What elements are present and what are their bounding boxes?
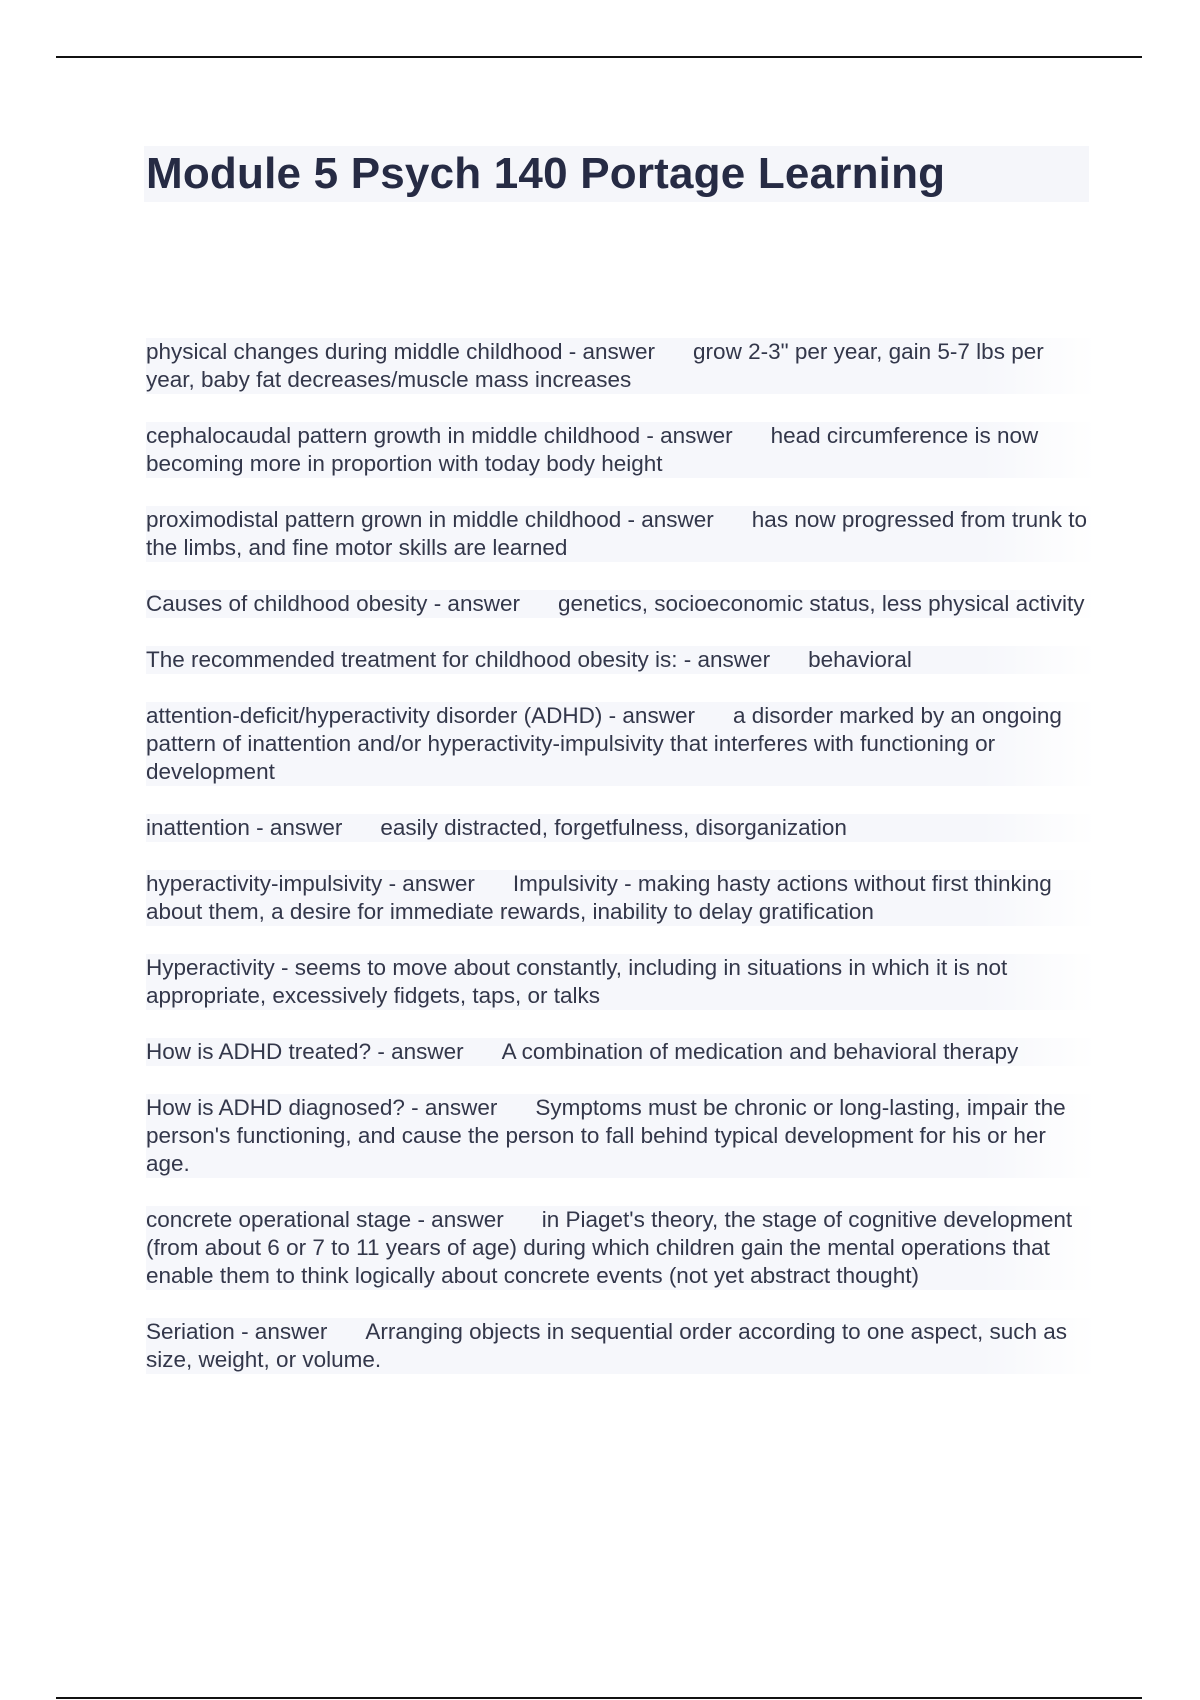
flashcard-item <box>146 1038 1096 1066</box>
flashcard-term: Causes of childhood obesity <box>146 591 428 616</box>
flashcard-item <box>146 590 1096 618</box>
flashcard-item <box>146 422 1096 478</box>
answer-separator: - answer <box>562 339 656 364</box>
flashcard-item <box>146 506 1096 562</box>
answer-separator: - answer <box>602 703 695 728</box>
flashcard-item <box>146 702 1096 786</box>
answer-separator: - answer <box>249 815 343 840</box>
answer-separator: - answer <box>234 1319 328 1344</box>
answer-separator: - answer <box>677 647 771 672</box>
flashcard-continuation: Hyperactivity - seems to move about constantly, including in situations in which it is not appropriate, excessively fidgets, taps, or talks <box>146 954 1096 1010</box>
flashcard-term: concrete operational stage <box>146 1207 412 1232</box>
flashcard-term: The recommended treatment for childhood obesity is: <box>146 647 678 672</box>
answer-separator: - answer <box>621 507 714 532</box>
flashcard-answer: grow 2-3" per year, gain 5-7 lbs per year, baby fat decreases/muscle mass increases <box>146 339 1044 392</box>
top-rule <box>56 56 1142 58</box>
flashcard-term: cephalocaudal pattern growth in middle childhood <box>146 423 641 448</box>
page-title: Module 5 Psych 140 Portage Learning <box>146 149 946 198</box>
flashcard-item <box>146 1094 1096 1178</box>
answer-separator: - answer <box>404 1095 498 1120</box>
flashcard-item <box>146 1318 1096 1374</box>
flashcard-list <box>146 338 1096 1402</box>
flashcard-item <box>146 1206 1096 1290</box>
bottom-rule <box>56 1697 1142 1699</box>
flashcard-answer: Impulsivity - making hasty actions without first thinking about them, a desire for immediate rewards, inability to delay gratification <box>146 871 1052 924</box>
flashcard-answer: A combination of medication and behavioral therapy <box>501 1039 1019 1064</box>
answer-separator: - answer <box>427 591 520 616</box>
flashcard-answer: in Piaget's theory, the stage of cognitive development (from about 6 or 7 to 11 years of age) during which children gain the mental operations that enable them to think logically about concrete events (not yet abstract thought) <box>146 1207 1073 1288</box>
flashcard-answer: Arranging objects in sequential order according to one aspect, such as size, weight, or volume. <box>146 1319 1068 1372</box>
answer-separator: - answer <box>382 871 475 896</box>
flashcard-item <box>146 814 1096 842</box>
answer-separator: - answer <box>640 423 733 448</box>
answer-separator: - answer <box>371 1039 464 1064</box>
flashcard-term: hyperactivity-impulsivity <box>146 871 383 896</box>
flashcard-term: physical changes during middle childhood <box>146 339 563 364</box>
flashcard-item <box>146 646 1096 674</box>
answer-separator: - answer <box>411 1207 504 1232</box>
flashcard-answer: a disorder marked by an ongoing pattern of inattention and/or hyperactivity-impulsivity that interferes with functioning or development <box>146 703 1062 784</box>
flashcard-term: How is ADHD diagnosed? <box>146 1095 405 1120</box>
flashcard-answer: Symptoms must be chronic or long-lasting, impair the person's functioning, and cause the person to fall behind typical development for his or her age. <box>146 1095 1066 1176</box>
flashcard-answer: head circumference is now becoming more in proportion with today body height <box>146 423 1039 476</box>
flashcard-answer: behavioral <box>808 647 912 672</box>
flashcard-term: Seriation <box>146 1319 235 1344</box>
flashcard-term: How is ADHD treated? <box>146 1039 372 1064</box>
flashcard-answer: easily distracted, forgetfulness, disorganization <box>380 815 847 840</box>
flashcard-term: attention-deficit/hyperactivity disorder (ADHD) <box>146 703 603 728</box>
flashcard-answer: genetics, socioeconomic status, less physical activity <box>557 591 1085 616</box>
flashcard-term: proximodistal pattern grown in middle childhood <box>146 507 622 532</box>
flashcard-term: inattention <box>146 815 250 840</box>
flashcard-item <box>146 338 1096 394</box>
flashcard-item <box>146 870 1096 926</box>
flashcard-answer: has now progressed from trunk to the limbs, and fine motor skills are learned <box>146 507 1087 560</box>
